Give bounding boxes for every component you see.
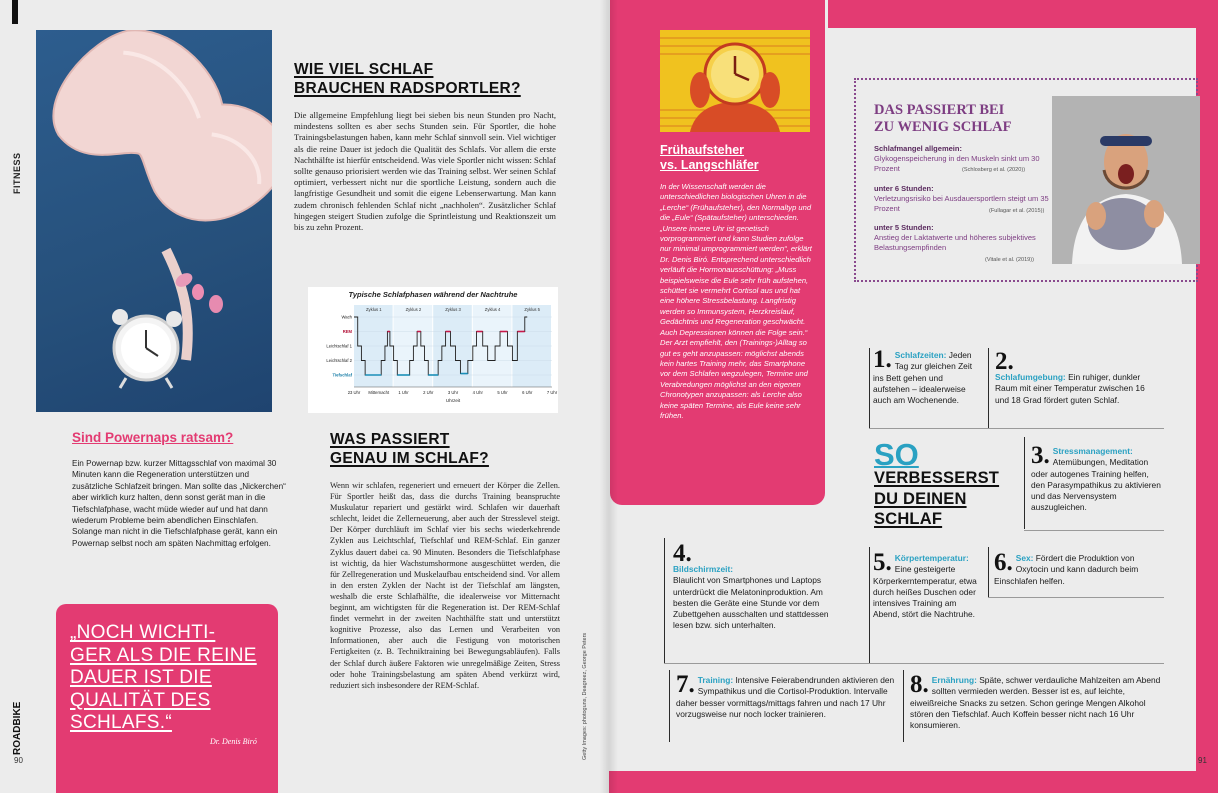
tip-keyword: Ernährung: <box>931 675 977 685</box>
tip-text: Späte, schwer verdauliche Mahlzeiten am Abend sollten vermieden werden. Besser ist es, auf leichte, eiweißreiche Snacks zu setzen. Schon geringe Mengen Alkohol stören den Tiefschlaf. Auch Koffein besser nicht nach 16 Uhr konsumieren. <box>910 675 1161 731</box>
tip-number: 6. <box>994 549 1013 576</box>
chart-y-tick-label: Tiefschlaf <box>332 372 352 378</box>
zu-wenig-item-source: (Vitale et al. (2019)) <box>985 257 1035 263</box>
tip-number: 2. <box>995 348 1014 375</box>
chart-x-tick-label: 7 Uhr <box>546 390 558 395</box>
tip-text: Blaulicht von Smartphones und Laptops unterdrückt die Melatoninproduktion. Am besten die Geräte eine Stunde vor dem Zubettgehen ausschalten und stattdessen lesen bzw. sich unterhalten. <box>673 575 829 631</box>
quote-line: SCHLAFS.“ <box>70 712 172 733</box>
fruehaufsteher-title-line1: Frühaufsteher <box>660 143 745 157</box>
tip-number: 7. <box>676 671 695 698</box>
tip-divider <box>664 538 665 663</box>
tip-1 <box>873 346 981 406</box>
section-marker <box>12 0 18 24</box>
zu-wenig-title-line1: DAS PASSIERT BEI <box>874 102 1005 118</box>
tip-number: 8. <box>910 671 929 698</box>
section-tag <box>12 34 24 194</box>
chart-x-tick-label: 3 Uhr <box>447 390 459 395</box>
article1-body: Die allgemeine Empfehlung liegt bei sieben bis neun Stunden pro Nacht, mindestens sollten es aber sechs Stunden sein. Für Sportler, die hohe Trainingsbelastungen haben, kann mehr Schlaf sinnvoll sein. Viel wichtiger als die reine Dauer ist jedoch die Qualität des Schlafs. Vor allem die erste Nachthälfte ist hierfür entscheidend. Was viele Sportler nicht wissen: Schlaf sollte genauso priorisiert werden wie das Training selbst. Wer seinen Schlaf optimiert, verbessert nicht nur die sportliche Leistung, sondern auch die langfristige Gesundheit und somit die eigene Lebenserwartung. Man kann zudem chronisch fehlenden Schlaf nicht „nachholen“. Zusätzlicher Schlaf hingegen steigert Studien zufolge die Sprintleistung und Reaktionszeit um bis zu zehn Prozent. <box>294 110 556 233</box>
page-number-left: 90 <box>14 756 23 765</box>
photo-credit: Getty Images: photoguns, Deagreez, George Peters <box>582 632 588 760</box>
powernap-title: Sind Powernaps ratsam? <box>72 430 234 445</box>
chart-x-tick-label: 2 Uhr <box>423 390 434 395</box>
chart-y-tick-label: Leichtschlaf 1 <box>326 343 352 349</box>
chart-x-tick-label: Mitternacht <box>368 390 390 395</box>
tip-keyword: Bildschirmzeit: <box>673 564 734 574</box>
zu-wenig-title <box>874 102 1012 136</box>
tip-text: Intensive Feierabendrunden aktivieren den Sympathikus und die Cortisol-Produktion. Intervalle daher besser vormittags/mittags fahren und nach 17 Uhr vorzugsweise nur noch locker trainieren. <box>676 675 895 719</box>
chart-y-tick-label: Wach <box>341 314 352 320</box>
article1-title <box>294 60 521 98</box>
zu-wenig-item-source: (Schlosberg et al. (2020)) <box>962 167 1026 173</box>
chart-y-tick-label: Leichtschlaf 2 <box>326 358 352 363</box>
zu-wenig-item-source: (Fullagar et al. (2015)) <box>989 208 1045 214</box>
chart-cycle-label: Zyklus 1 <box>366 307 382 312</box>
chart-cycle-label: Zyklus 2 <box>405 307 422 312</box>
page-number-right: 91 <box>1198 756 1207 765</box>
tip-rule <box>1024 530 1164 531</box>
article2-body: Wenn wir schlafen, regeneriert und erneuert der Körper die Zellen. Für Sportler heißt das, dass die durchs Training beanspruchte Muskulatur repariert und gestärkt wird. Schlafen wir dauerhaft schlecht, leidet die Zellerneuerung, aber auch der Stresslevel steigt. Der Körper durchläuft im Schlaf vier bis sechs wiederkehrende Zyklen aus Leichtschlaf, Tiefschlaf und REM-Schlaf. Ein ganzer Zyklus dauert dabei ca. 90 Minuten. Besonders die Tiefschlafphase ist wichtig, da hier Wachstumshormone ausgeschüttet werden, die für Zellregeneration und Muskelaufbau entscheidend sind. Vor allem in den ersten Zyklen der Nacht ist der Tiefschlaf am längsten, weshalb die erste Schlafhälfte, die idealerweise vor Mitternacht beginnt, am wichtigsten für die Regeneration ist. Der REM-Schlaf findet vermehrt in der zweiten Nachthälfte statt und unterstützt kognitive Prozesse, also das Lernen und Verarbeiten von Informationen, aber auch die Festigung von motorischen Fertigkeiten (z. B. Techniktraining bei Bewegungsabläufen). Falls der Schlaf durch äußere Faktoren wie unregelmäßige Zeiten, Stress oder hohe Trainingsbelastung am späten Abend verkürzt wird, reduziert sich insbesondere der REM-Schlaf. <box>330 481 560 690</box>
chart-cycle-label: Zyklus 5 <box>524 307 540 312</box>
tip-text: Fördert die Produktion von Oxytocin und kann dadurch beim Einschlafen helfen. <box>994 553 1139 586</box>
zu-wenig-item-text: Verletzungsrisiko bei Ausdauersportlern steigt um 35 Prozent <box>874 194 1049 213</box>
pull-quote <box>70 622 280 735</box>
article1-title-line1: WIE VIEL SCHLAF <box>294 61 434 78</box>
fruehaufsteher-title-line2: vs. Langschläfer <box>660 158 759 172</box>
powernap-body: Ein Powernap bzw. kurzer Mittagsschlaf von maximal 30 Minuten kann die Regeneration unterstützen und zusätzliche Schlafzeit bringen. Man sollte das „Nickerchen“ aber wirklich kurz halten, denn sonst gerät man in die Tiefschlafphase, wacht müde wieder auf und hat dann wiederum Probleme beim abendlichen Einschlafen. Solange man nicht in die Tiefschlafphase gerät, kann ein Powernap selbst noch am späten Nachmittag erfolgen. <box>72 459 286 548</box>
tip-text: Jeden Tag zur gleichen Zeit ins Bett gehen und aufstehen – idealerweise auch am Wochenende. <box>873 350 973 406</box>
so-heading-word: SO <box>874 437 919 472</box>
article2-title-line2: GENAU IM SCHLAF? <box>330 450 489 467</box>
tip-keyword: Stressmanagement: <box>1052 446 1133 456</box>
yawning-man-photo <box>1052 96 1200 264</box>
tip-number: 5. <box>873 549 892 576</box>
tip-4 <box>673 540 845 632</box>
chart-x-tick-label: 23 Uhr <box>347 390 361 395</box>
so-heading-line: SCHLAF <box>874 510 943 528</box>
clock-head-illustration <box>660 30 810 132</box>
yawning-man-illustration <box>1052 96 1200 264</box>
tip-number: 3. <box>1031 442 1050 469</box>
tip-keyword: Sex: <box>1015 553 1034 563</box>
chart-x-tick-label: 5 Uhr <box>497 390 508 395</box>
tip-divider <box>869 348 870 428</box>
chart-title: Typische Schlafphasen während der Nachtruhe <box>348 290 518 299</box>
fruehaufsteher-title <box>660 143 759 173</box>
quote-line: DAUER IST DIE <box>70 667 212 688</box>
tip-7 <box>676 671 898 720</box>
tip-divider <box>988 348 989 428</box>
tip-number: 1. <box>873 346 892 373</box>
tip-divider <box>988 547 989 597</box>
sleep-mask-illustration <box>36 30 272 412</box>
chart-cycle-label: Zyklus 4 <box>484 307 501 312</box>
tip-text: Ein ruhiger, dunkler Raum mit einer Temperatur zwischen 16 und 18 Grad fördert guten Schlaf. <box>995 372 1145 405</box>
so-heading-line: DU DEINEN <box>874 489 967 508</box>
quote-line: QUALITÄT DES <box>70 689 211 711</box>
tip-5 <box>873 549 981 621</box>
fruehaufsteher-body: In der Wissenschaft werden die unterschiedlichen biologischen Uhren in die „Lerche“ (Frühaufsteher), den Normaltyp und die „Eule“ (Spätaufsteher) unterschieden. „Unsere innere Uhr ist genetisch vorprogrammiert und kann Studien zufolge nur minimal umprogrammiert werden“, erklärt Dr. Denis Biró. Entsprechend unterschiedlich verläuft die Hormonausschüttung: „Muss beispielsweise die Eule sehr früh aufstehen, schüttet sie vermehrt Cortisol aus und hat eine höhere Stressbelastung. Langfristig werden so Immunsystem, Herzkreislauf, Gedächtnis und Regeneration geschwächt. Auch Depressionen können die Folge sein.“ Der Arzt empfiehlt, den (Trainings-)Alltag so gut es geht anzupassen: möglichst abends kein hartes Training mehr, das Smartphone vor dem Schlafen wegzulegen, Termine und Verabredungen möglichst an den eigenen Chronotypen anzupassen: als Lerche also keine späten Termine, als Eule keine sehr frühen. <box>660 182 812 420</box>
tip-keyword: Schlafzeiten: <box>894 350 947 360</box>
zu-wenig-item-text: Anstieg der Laktatwerte und höheres subjektives Belastungsempfinden <box>874 233 1036 252</box>
zu-wenig-item-head: Schlafmangel allgemein: <box>874 144 962 153</box>
quote-line: „NOCH WICHTI- <box>70 622 216 643</box>
tip-6 <box>994 549 1156 587</box>
pink-border-top <box>828 0 1218 28</box>
section-tag-main: FITNESS <box>12 152 22 194</box>
tip-keyword: Körpertemperatur: <box>894 553 969 563</box>
tip-rule <box>664 663 1164 664</box>
chart-cycle-label: Zyklus 3 <box>445 307 461 312</box>
zu-wenig-item-head: unter 6 Stunden: <box>874 184 934 193</box>
zu-wenig-item-head: unter 5 Stunden: <box>874 223 934 232</box>
chart-x-axis-label: Uhrzeit <box>445 398 461 403</box>
article2-title-line1: WAS PASSIERT <box>330 431 450 448</box>
tip-divider <box>669 670 670 742</box>
zu-wenig-item <box>874 223 1050 253</box>
so-heading-line: VERBESSERST <box>874 469 1000 487</box>
tip-keyword: Schlafumgebung: <box>995 372 1066 382</box>
tip-text: Atemübungen, Meditation oder autogenes Training helfen, den Parasympathikus zu aktivieren und das Nervensystem auszugleichen. <box>1031 457 1161 513</box>
sleep-phases-chart-svg <box>308 287 558 413</box>
tip-divider <box>869 547 870 663</box>
tip-8 <box>910 671 1164 731</box>
tip-divider <box>1024 437 1025 529</box>
chart-x-tick-label: 4 Uhr <box>472 390 483 395</box>
pink-border-bottom <box>609 771 1218 793</box>
clock-icon <box>660 30 810 132</box>
tip-rule <box>869 428 1164 429</box>
quote-author: Dr. Denis Biró <box>210 737 257 746</box>
tip-text: Eine gesteigerte Körperkerntemperatur, etwa durch heißes Duschen oder intensives Training am Abend, stört die Nachtruhe. <box>873 564 977 620</box>
tip-2 <box>995 348 1160 406</box>
tip-3 <box>1031 442 1163 514</box>
tip-rule <box>988 597 1164 598</box>
quote-line: GER ALS DIE REINE <box>70 644 257 666</box>
chart-x-tick-label: 6 Uhr <box>522 390 533 395</box>
sleep-phases-chart <box>308 287 558 413</box>
spine-shadow <box>600 0 618 793</box>
tip-divider <box>903 670 904 742</box>
sleep-mask-photo <box>36 30 272 412</box>
brand-name: ROADBIKE <box>12 701 23 755</box>
so-heading <box>874 468 999 530</box>
zu-wenig-item-text: Glykogenspeicherung in den Muskeln sinkt um 30 Prozent <box>874 154 1040 173</box>
zu-wenig-title-line2: ZU WENIG SCHLAF <box>874 119 1012 135</box>
chart-x-tick-label: 1 Uhr <box>398 390 409 395</box>
article2-title <box>330 430 489 468</box>
chart-y-tick-label: REM <box>342 329 352 334</box>
tip-keyword: Training: <box>697 675 734 685</box>
tip-number: 4. <box>673 540 692 567</box>
article1-title-line2: BRAUCHEN RADSPORTLER? <box>294 80 521 97</box>
